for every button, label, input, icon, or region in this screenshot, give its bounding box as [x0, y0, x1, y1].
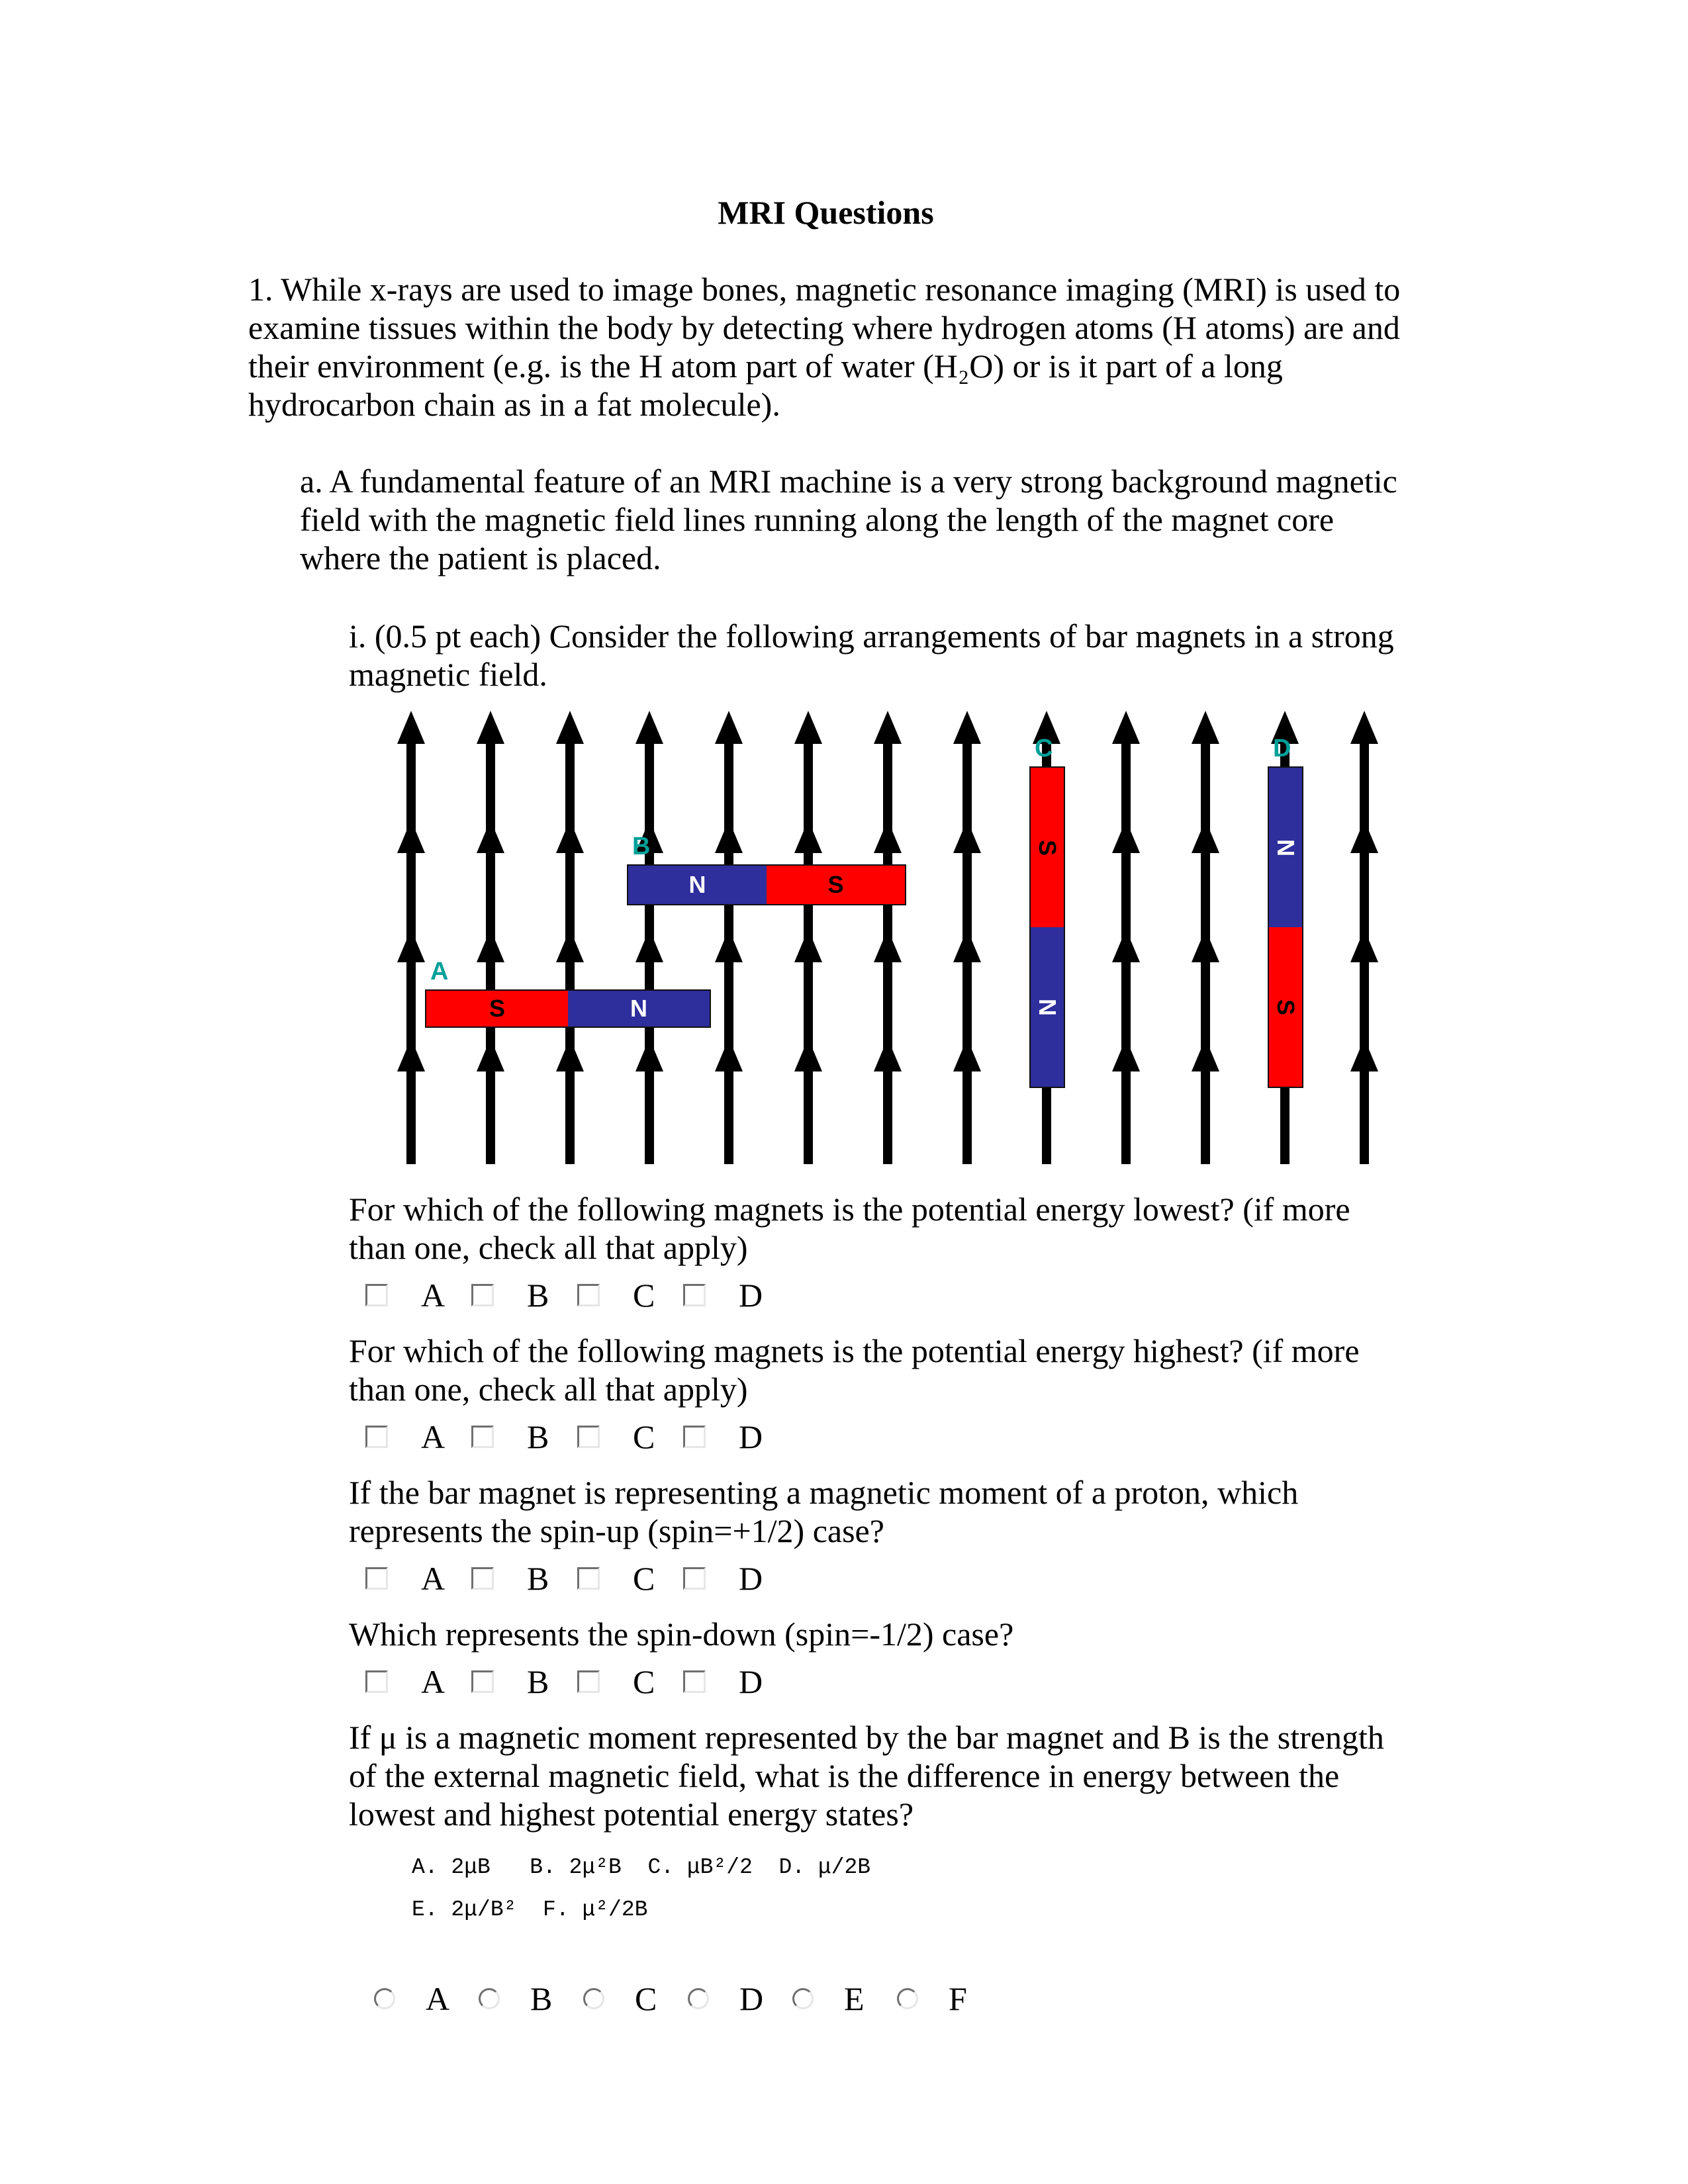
field-arrow — [1191, 820, 1220, 946]
field-arrow — [953, 820, 982, 946]
choice-label: B — [530, 1979, 553, 2017]
choice-item — [471, 1418, 577, 1456]
field-arrow — [635, 711, 664, 837]
radio-item — [583, 1979, 688, 2018]
choice-label: C — [635, 1979, 657, 2017]
field-arrow — [1350, 820, 1379, 946]
radio-item — [897, 1979, 1002, 2018]
choice-label: D — [739, 1979, 764, 2017]
magnet-d-north-pole — [1269, 768, 1302, 927]
checkbox-q2-b[interactable] — [471, 1426, 494, 1448]
choice-label: E — [844, 1979, 865, 2017]
magnet-a-south-pole — [426, 991, 568, 1026]
checkbox-q3-d[interactable] — [683, 1567, 706, 1590]
choice-label: B — [527, 1418, 549, 1455]
field-arrow — [1350, 711, 1379, 837]
magnet-d — [1268, 735, 1303, 1088]
choice-item — [577, 1559, 683, 1598]
question-energy-difference — [349, 1718, 1403, 2018]
choice-label: A — [421, 1418, 445, 1455]
field-arrow — [476, 820, 505, 946]
choice-label: A — [421, 1277, 445, 1314]
radio-q5-f[interactable] — [897, 1988, 918, 2009]
checkbox-group-highest — [365, 1418, 1403, 1456]
field-arrow — [1350, 929, 1379, 1055]
question-text: For which of the following magnets is the potential energy highest? (if more than one, check all that apply) — [349, 1332, 1360, 1408]
checkbox-q1-a[interactable] — [365, 1284, 388, 1306]
choice-item — [683, 1662, 789, 1701]
field-arrow — [476, 711, 505, 837]
field-arrow — [1111, 820, 1141, 946]
field-arrow — [953, 711, 982, 837]
part-i-paragraph: i. (0.5 pt each) Consider the following arrangements of bar magnets in a strong magnetic field. — [349, 617, 1394, 693]
radio-q5-b[interactable] — [479, 1988, 500, 2009]
choice-item — [471, 1276, 577, 1314]
field-arrow — [794, 711, 823, 837]
checkbox-q2-d[interactable] — [683, 1426, 706, 1448]
field-arrow — [714, 929, 743, 1055]
radio-group-energy-difference — [374, 1979, 1403, 2018]
checkbox-q3-c[interactable] — [577, 1567, 600, 1590]
question-text: If the bar magnet is representing a magnetic moment of a proton, which represents the spin-up (spin=+1/2) case? — [349, 1474, 1299, 1549]
choice-label: D — [739, 1663, 763, 1700]
choice-item — [683, 1276, 789, 1314]
radio-q5-c[interactable] — [583, 1988, 604, 2009]
choice-item — [683, 1418, 789, 1456]
magnet-a — [425, 958, 711, 1028]
magnet-b-north-pole — [628, 866, 767, 904]
choice-item — [365, 1662, 471, 1701]
radio-q5-d[interactable] — [688, 1988, 709, 2009]
field-arrow — [1111, 929, 1141, 1055]
pole-label: S — [1033, 839, 1061, 856]
magnet-d-label: D — [1273, 735, 1291, 762]
choice-item — [365, 1276, 471, 1314]
field-arrow — [873, 929, 902, 1055]
field-arrow — [714, 1038, 743, 1164]
pole-label: N — [1034, 998, 1061, 1016]
choice-item — [683, 1559, 789, 1598]
field-arrow — [794, 1038, 823, 1164]
radio-item — [479, 1979, 583, 2018]
choice-label: D — [739, 1560, 763, 1597]
field-arrow — [714, 711, 743, 837]
intro-paragraph: 1. While x-rays are used to image bones, magnetic resonance imaging (MRI) is used to examine tissues within the body by detecting where hydrogen atoms (H atoms) are and their environment (e.g. is the H atom part of water (H₂O) or is it part of a long hydrocarbon chain as in a fat molecule). — [248, 271, 1401, 423]
radio-item — [374, 1979, 479, 2018]
radio-item — [688, 1979, 792, 2018]
field-arrow — [1350, 1038, 1379, 1164]
choice-label: D — [739, 1277, 763, 1314]
choice-item — [577, 1276, 683, 1314]
pole-label: N — [688, 871, 706, 898]
field-arrow — [1111, 1038, 1141, 1164]
part-i-block — [349, 617, 1403, 2018]
choice-item — [577, 1662, 683, 1701]
choice-label: B — [527, 1663, 549, 1700]
pole-label: N — [1272, 839, 1299, 856]
magnet-b — [627, 833, 906, 905]
field-arrow — [1191, 711, 1220, 837]
magnet-c-south-pole — [1031, 768, 1064, 927]
choice-item — [365, 1559, 471, 1598]
checkbox-q2-c[interactable] — [577, 1426, 600, 1448]
field-arrow — [397, 1038, 426, 1164]
field-arrow — [794, 929, 823, 1055]
question-text: For which of the following magnets is the potential energy lowest? (if more than one, check all that apply) — [349, 1191, 1350, 1266]
magnet-b-south-pole — [767, 866, 905, 904]
field-arrow — [397, 711, 426, 837]
choice-label: C — [633, 1418, 655, 1455]
choice-label: D — [739, 1418, 763, 1455]
field-arrow — [953, 1038, 982, 1164]
magnet-c-north-pole — [1031, 927, 1064, 1087]
radio-q5-e[interactable] — [792, 1988, 814, 2009]
magnet-a-north-pole — [568, 991, 710, 1026]
checkbox-q4-c[interactable] — [577, 1670, 600, 1693]
formula-options-line-2: E. 2μ/B² F. μ²/2B — [412, 1897, 648, 1923]
magnet-c — [1029, 735, 1065, 1088]
part-a-paragraph: a. A fundamental feature of an MRI machine is a very strong background magnetic field with the magnetic field lines running along the length of the magnet core where the patient is placed. — [300, 463, 1397, 576]
checkbox-q4-b[interactable] — [471, 1670, 494, 1693]
choice-item — [577, 1418, 683, 1456]
pole-label: S — [827, 871, 844, 898]
question-spin-up — [349, 1473, 1403, 1598]
pole-label: S — [489, 995, 505, 1022]
choice-item — [471, 1559, 577, 1598]
pole-label: S — [1272, 999, 1299, 1015]
page-title: MRI Questions — [718, 194, 934, 231]
field-arrow — [555, 820, 585, 946]
choice-label: A — [421, 1560, 445, 1597]
choice-label: B — [527, 1277, 549, 1314]
formula-options-line-1: A. 2μB B. 2μ²B C. μB²/2 D. μ/2B — [412, 1855, 871, 1880]
radio-q5-a[interactable] — [374, 1988, 395, 2009]
choice-label: B — [527, 1560, 549, 1597]
magnet-c-label: C — [1035, 735, 1053, 762]
magnet-field-figure — [397, 711, 1396, 1167]
choice-label: A — [421, 1663, 445, 1700]
field-arrow — [1111, 711, 1141, 837]
checkbox-q2-a[interactable] — [365, 1426, 388, 1448]
answer-formula-options — [412, 1846, 1403, 1932]
choice-item — [471, 1662, 577, 1701]
checkbox-group-spin-up — [365, 1559, 1403, 1598]
question-lowest-energy — [349, 1190, 1403, 1314]
checkbox-q4-a[interactable] — [365, 1670, 388, 1693]
checkbox-q1-d[interactable] — [683, 1284, 706, 1306]
field-arrow — [873, 1038, 902, 1164]
question-text: Which represents the spin-down (spin=-1/2) case? — [349, 1615, 1014, 1653]
checkbox-q1-b[interactable] — [471, 1284, 494, 1306]
checkbox-group-lowest — [365, 1276, 1403, 1314]
question-spin-down — [349, 1615, 1403, 1701]
field-arrow — [635, 1038, 664, 1164]
checkbox-q4-d[interactable] — [683, 1670, 706, 1693]
pole-label: N — [630, 995, 647, 1022]
field-arrow — [555, 1038, 585, 1164]
field-arrow — [873, 711, 902, 837]
choice-label: A — [426, 1979, 450, 2017]
choice-item — [365, 1418, 471, 1456]
checkbox-q1-c[interactable] — [577, 1284, 600, 1306]
field-arrow — [397, 929, 426, 1055]
field-arrow — [1191, 929, 1220, 1055]
choice-label: C — [633, 1277, 655, 1314]
magnet-d-south-pole — [1269, 927, 1302, 1087]
field-arrow — [476, 1038, 505, 1164]
choice-label: F — [949, 1979, 967, 2017]
checkbox-q3-a[interactable] — [365, 1567, 388, 1590]
field-arrow — [953, 929, 982, 1055]
checkbox-group-spin-down — [365, 1662, 1403, 1701]
choice-label: C — [633, 1560, 655, 1597]
field-arrow — [397, 820, 426, 946]
magnet-b-label: B — [632, 833, 651, 860]
field-arrow — [1191, 1038, 1220, 1164]
checkbox-q3-b[interactable] — [471, 1567, 494, 1590]
radio-item — [792, 1979, 897, 2018]
choice-label: C — [633, 1663, 655, 1700]
magnet-a-label: A — [430, 958, 449, 985]
question-text: If μ is a magnetic moment represented by the bar magnet and B is the strength of the external magnetic field, what is the difference in energy between the lowest and highest potential energy states? — [349, 1719, 1384, 1833]
question-highest-energy — [349, 1332, 1403, 1456]
field-arrow — [555, 711, 585, 837]
